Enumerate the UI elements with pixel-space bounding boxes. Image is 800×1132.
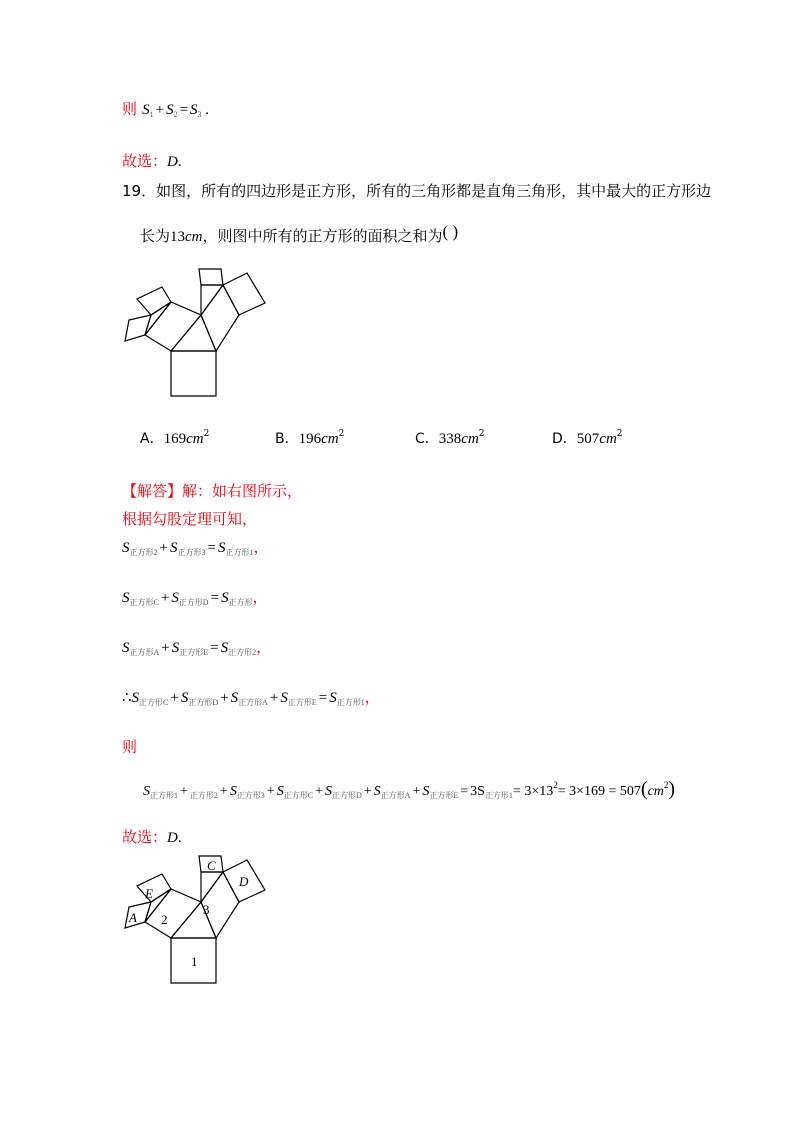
square-left [145, 302, 201, 351]
solution-header: 【解答】解：如右图所示， [122, 482, 303, 500]
then-char: 则 [122, 100, 138, 118]
triangle-main [171, 315, 216, 351]
label-a: A [129, 910, 137, 925]
square-2 [145, 889, 201, 938]
choice-d[interactable]: D．$507cm^2$ [552, 429, 623, 447]
triangle-left-top [145, 302, 171, 335]
question-figure [115, 265, 275, 405]
square-d [223, 273, 265, 315]
label-e: E [145, 886, 153, 901]
solution-eq-5: $S_{正方形1} + _{正方形2} + S_{正方形3} + S_{正方形C} + S_{正方形D} + S_{正方形A} + S_{正方形E} = 3S_{正方形1}= 3\times 13^2= 3\times 169 = 507(cm^2)$ [143, 778, 676, 800]
triangle-right-top [201, 285, 223, 315]
solution-eq-2: $S_{正方形C} + S_{正方形D} = S_{正方形}$， [122, 590, 268, 607]
solution-line-2: 根据勾股定理可知， [122, 510, 258, 528]
label-3: 3 [203, 902, 210, 917]
choice-c[interactable]: C．$338cm^2$ [415, 429, 485, 447]
label-c: C [207, 858, 216, 873]
triangle-right-top-2 [201, 872, 223, 902]
square-right [201, 285, 239, 351]
square-big [171, 351, 216, 396]
solution-figure [115, 852, 275, 992]
question-19-line-1: 19．如图，所有的四边形是正方形，所有的三角形都是直角三角形，其中最大的正方形边 [122, 182, 712, 200]
solution-eq-4: $\therefore S_{正方形C} + S_{正方形D} + S_{正方形A} + S_{正方形E} = S_{正方形1}$， [122, 690, 380, 707]
equation-s1s2s3: $S_1 + S_2 = S_3$ [142, 102, 202, 119]
choice-a[interactable]: A．$169cm^2$ [140, 429, 210, 447]
square-e [137, 287, 171, 315]
line-s1-s2-s3: 则 $S_1 + S_2 = S_3$ . [122, 100, 210, 119]
solution-then: 则 [122, 738, 138, 756]
answer-line-1: 故选：D. [122, 152, 182, 170]
label-1: 1 [191, 954, 198, 969]
label-d: D [239, 874, 249, 889]
square-c [199, 269, 223, 285]
solution-eq-1: $S_{正方形2} + S_{正方形3} = S_{正方形1}$， [122, 540, 269, 557]
choice-b[interactable]: B．$196cm^2$ [275, 429, 345, 447]
square-e-2 [137, 874, 171, 902]
solution-eq-3: $S_{正方形A} + S_{正方形E} = S_{正方形2}$， [122, 640, 272, 657]
question-19-line-2: 长为13cm，则图中所有的正方形的面积之和为( ) [140, 222, 459, 245]
label-2: 2 [161, 912, 168, 927]
answer-line-2: 故选：D. [122, 828, 182, 846]
square-a [125, 315, 151, 341]
